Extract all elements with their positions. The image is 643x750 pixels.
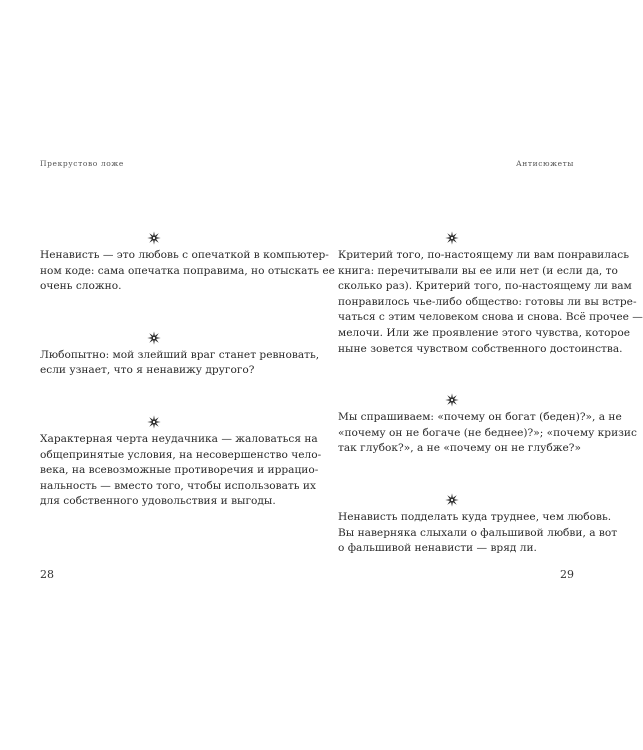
- page-number-left: 28: [40, 568, 54, 581]
- text-line: века, на всевозможные противоречия и иррацио-: [40, 464, 319, 477]
- text-line: общепринятые условия, на несовершенство чело-: [40, 448, 322, 461]
- text-line: чаться с этим человеком снова и снова. Всё прочее —: [338, 311, 643, 324]
- aphorism: [338, 410, 637, 457]
- text-line: Ненависть — это любовь с опечаткой в компьютер-: [40, 249, 329, 261]
- ornament-icon: [338, 230, 566, 244]
- page-number-right: 29: [560, 568, 574, 581]
- left-text-block: [40, 230, 335, 545]
- eight-point-star-icon: [445, 393, 459, 407]
- text-line: мелочи. Или же проявление этого чувства, которое: [338, 326, 630, 339]
- text-line: нальность — вместо того, чтобы использовать их: [40, 479, 316, 492]
- text-line: Вы наверняка слыхали о фальшивой любви, а вот: [338, 526, 618, 539]
- text-line: Характерная черта неудачника — жаловаться на: [40, 432, 318, 445]
- ornament-icon: [338, 492, 566, 506]
- aphorism: [40, 248, 335, 295]
- ornament-icon: [338, 392, 566, 406]
- eight-point-star-icon: [445, 493, 459, 507]
- text-line: Мы спрашиваем: «почему он богат (беден)?», а не: [338, 411, 622, 424]
- aphorism: [338, 510, 618, 557]
- ornament-icon: [40, 230, 268, 244]
- eight-point-star-icon: [445, 231, 459, 245]
- text-line: ном коде: сама опечатка поправима, но отыскать ее: [40, 264, 335, 277]
- text-line: понравилось чье-либо общество: готовы ли вы встре-: [338, 295, 637, 308]
- text-line: сколько раз). Критерий того, по-настоящему ли вам: [338, 280, 632, 293]
- text-line: «почему он не богаче (не беднее)?»; «почему кризис: [338, 426, 637, 439]
- text-line: для собственного удовольствия и выгоды.: [40, 495, 276, 508]
- text-line: очень сложно.: [40, 280, 122, 293]
- ornament-icon: [40, 414, 268, 428]
- eight-point-star-icon: [147, 231, 161, 245]
- text-line: если узнает, что я ненавижу другого?: [40, 364, 255, 377]
- eight-point-star-icon: [147, 415, 161, 429]
- running-head-right: Антисюжеты: [515, 159, 574, 168]
- text-line: Критерий того, по-настоящему ли вам понравилась: [338, 249, 629, 261]
- text-line: о фальшивой ненависти — вряд ли.: [338, 542, 537, 555]
- text-line: книга: перечитывали вы ее или нет (и если да, то: [338, 264, 618, 277]
- aphorism: [40, 432, 322, 510]
- text-line: ныне зовется чувством собственного достоинства.: [338, 342, 623, 355]
- text-line: Ненависть подделать куда труднее, чем любовь.: [338, 510, 612, 523]
- aphorism: [338, 248, 643, 357]
- running-head-left: Прекрустово ложе: [40, 159, 124, 168]
- right-page: [300, 0, 643, 750]
- aphorism: [40, 348, 320, 379]
- text-line: так глубок?», а не «почему он не глубже?»: [338, 442, 581, 455]
- ornament-icon: [40, 330, 268, 344]
- eight-point-star-icon: [147, 331, 161, 345]
- text-line: Любопытно: мой злейший враг станет ревновать,: [40, 348, 320, 361]
